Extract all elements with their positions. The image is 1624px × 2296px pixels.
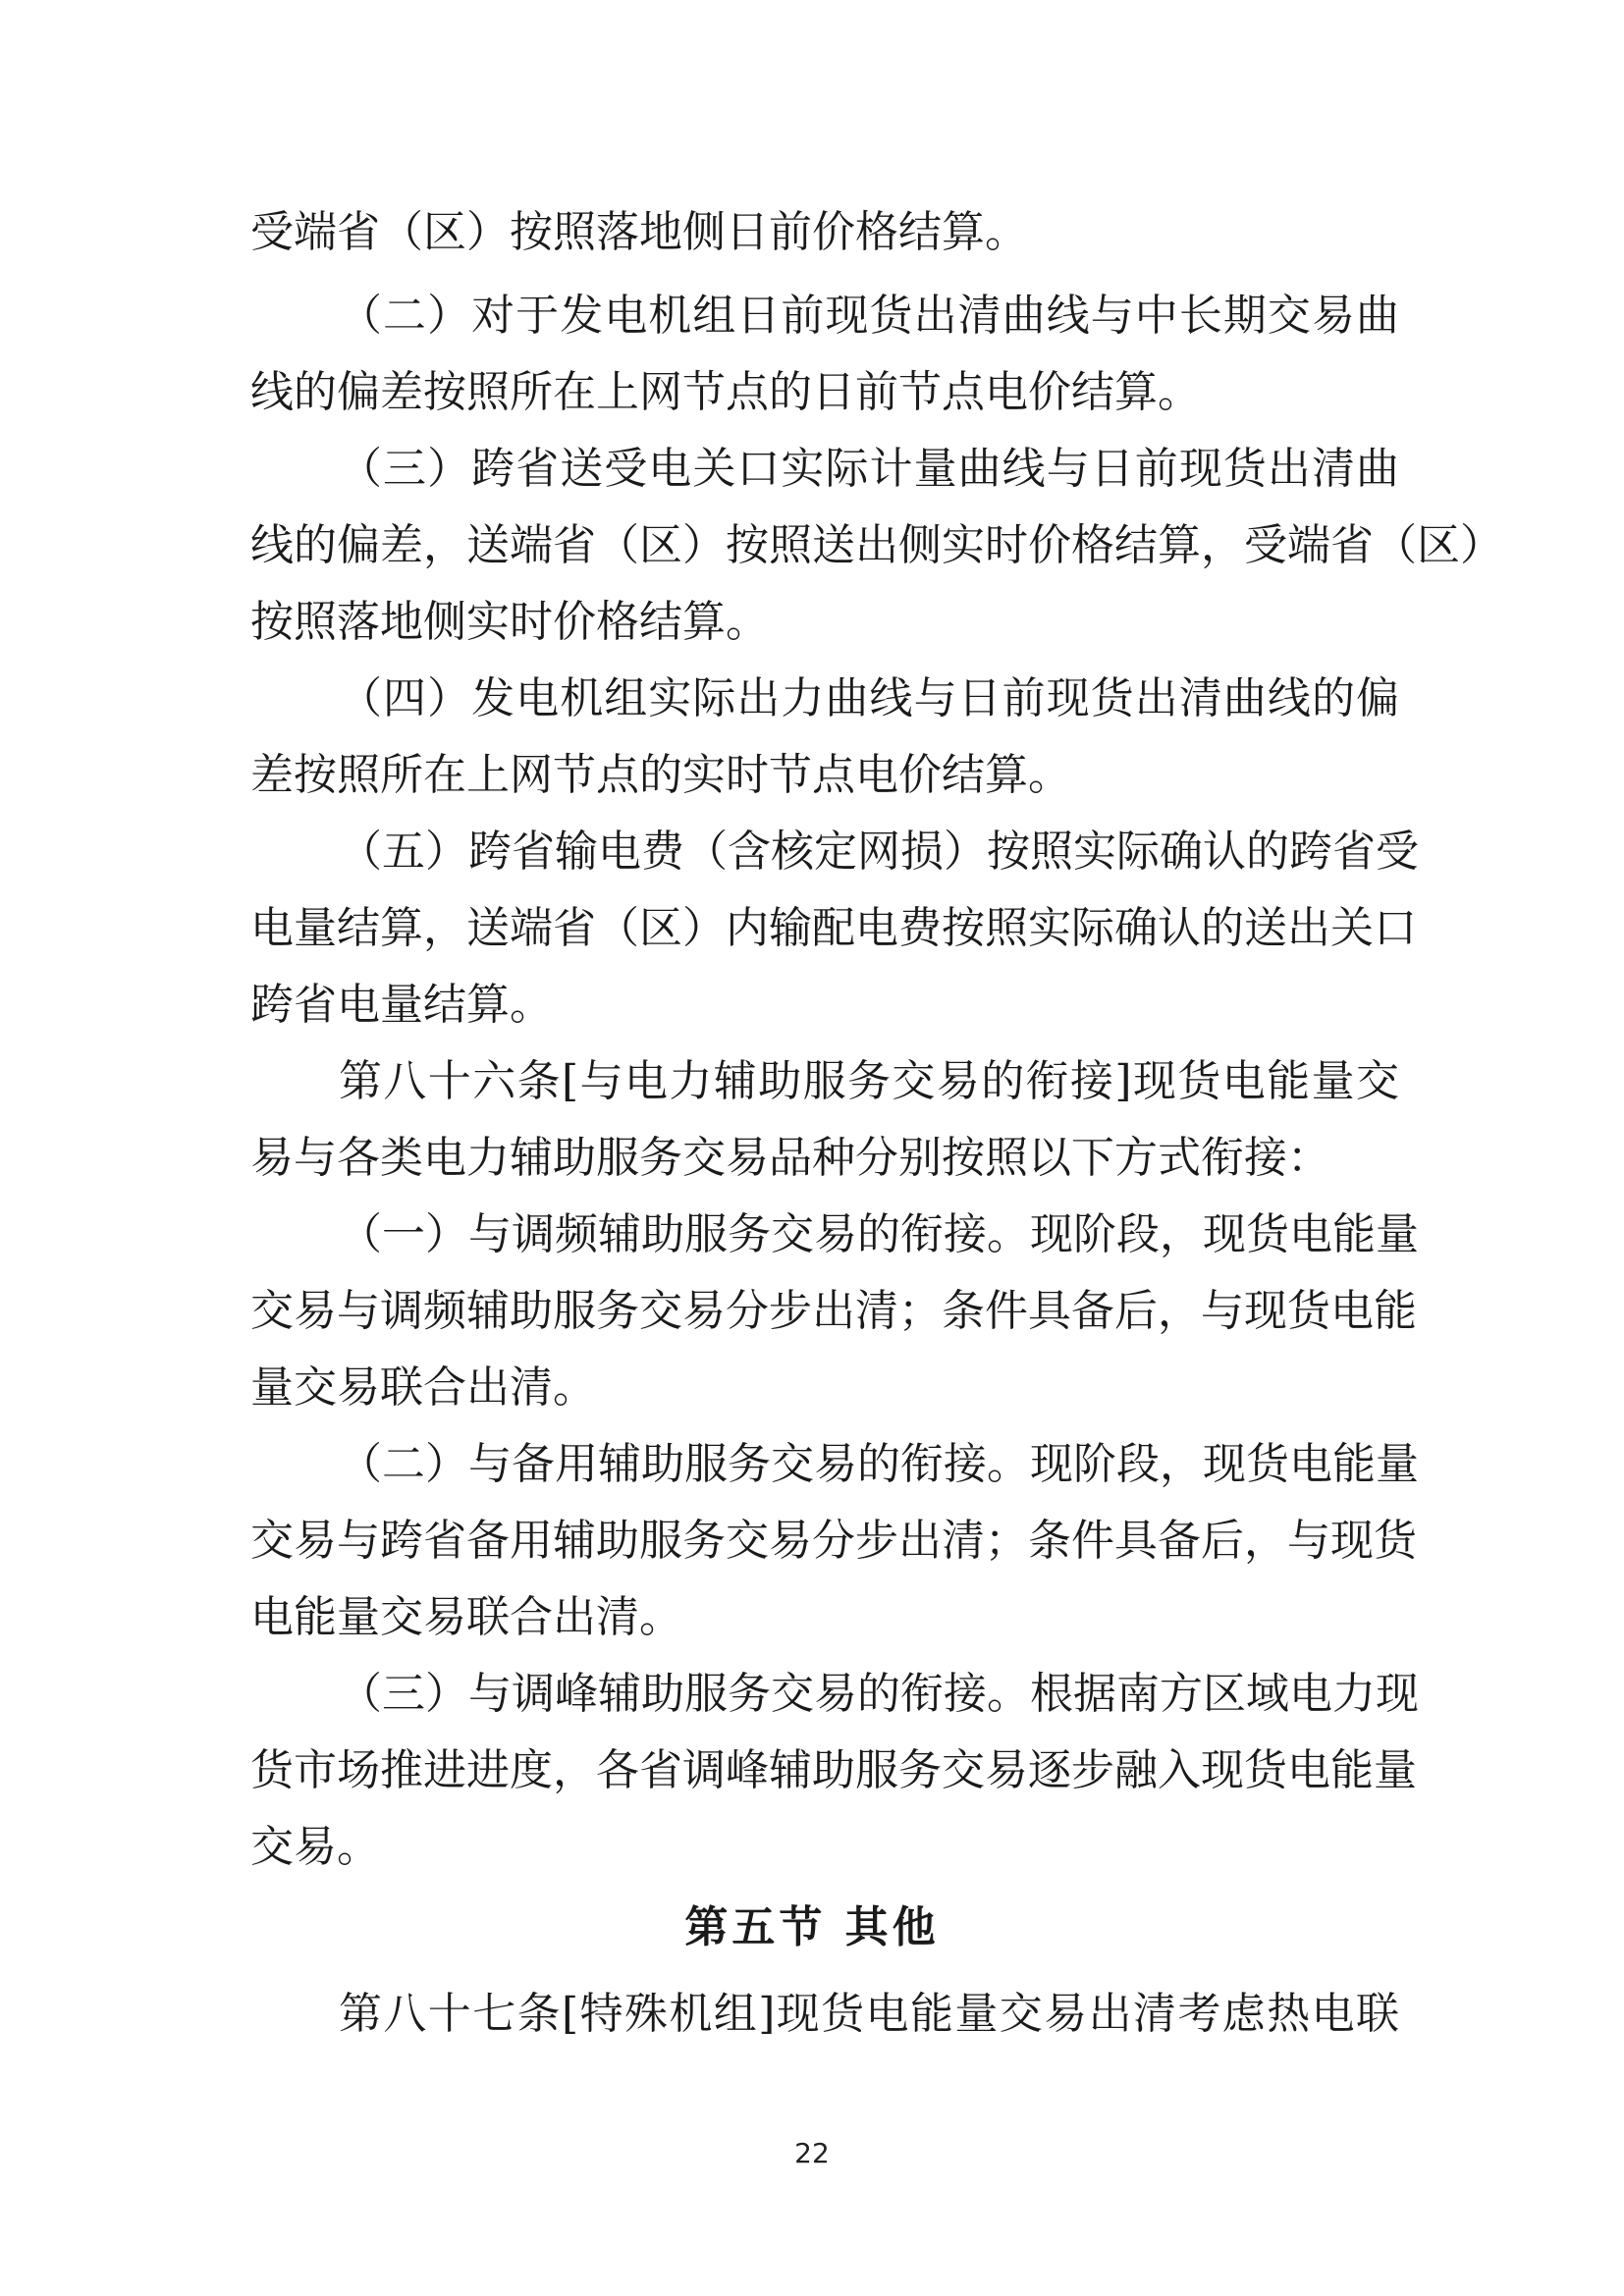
paragraph-line: 线的偏差按照所在上网节点的日前节点电价结算。 [250,367,1201,417]
paragraph-line: 交易与跨省备用辅助服务交易分步出清；条件具备后，与现货 [250,1516,1417,1566]
article-line: 第八十六条[与电力辅助服务交易的衔接]现货电能量交 [339,1056,1399,1106]
paragraph-line: 跨省电量结算。 [250,980,553,1030]
paragraph-line: 交易与调频辅助服务交易分步出清；条件具备后，与现货电能 [250,1286,1417,1336]
paragraph-line: （三）与调峰辅助服务交易的衔接。根据南方区域电力现 [339,1669,1419,1719]
paragraph-line: （一）与调频辅助服务交易的衔接。现阶段，现货电能量 [339,1209,1419,1259]
paragraph-line: 电能量交易联合出清。 [250,1592,682,1642]
paragraph-line: 受端省（区）按照落地侧日前价格结算。 [250,207,1028,257]
paragraph-line: 货市场推进进度，各省调峰辅助服务交易逐步融入现货电能量 [250,1745,1417,1795]
paragraph-line: 差按照所在上网节点的实时节点电价结算。 [250,750,1071,800]
paragraph-line: （三）跨省送受电关口实际计量曲线与日前现货出清曲 [339,444,1399,494]
paragraph-line: （二）与备用辅助服务交易的衔接。现阶段，现货电能量 [339,1439,1419,1489]
paragraph-line: 量交易联合出清。 [250,1362,596,1413]
paragraph-line: 电量结算，送端省（区）内输配电费按照实际确认的送出关口 [250,903,1417,953]
paragraph-line: 线的偏差，送端省（区）按照送出侧实时价格结算，受端省（区） [250,520,1503,570]
paragraph-line: （五）跨省输电费（含核定网损）按照实际确认的跨省受 [339,827,1419,877]
section-heading: 第五节 其他 [684,1902,940,1952]
paragraph-line: 交易。 [250,1822,380,1872]
page-number: 22 [794,2137,830,2169]
paragraph-line: （四）发电机组实际出力曲线与日前现货出清曲线的偏 [339,673,1399,723]
paragraph-line: 按照落地侧实时价格结算。 [250,597,769,647]
article-line: 第八十七条[特殊机组]现货电能量交易出清考虑热电联 [339,1989,1399,2039]
paragraph-line: （二）对于发电机组日前现货出清曲线与中长期交易曲 [339,291,1399,341]
paragraph-line: 易与各类电力辅助服务交易品种分别按照以下方式衔接： [250,1133,1330,1183]
